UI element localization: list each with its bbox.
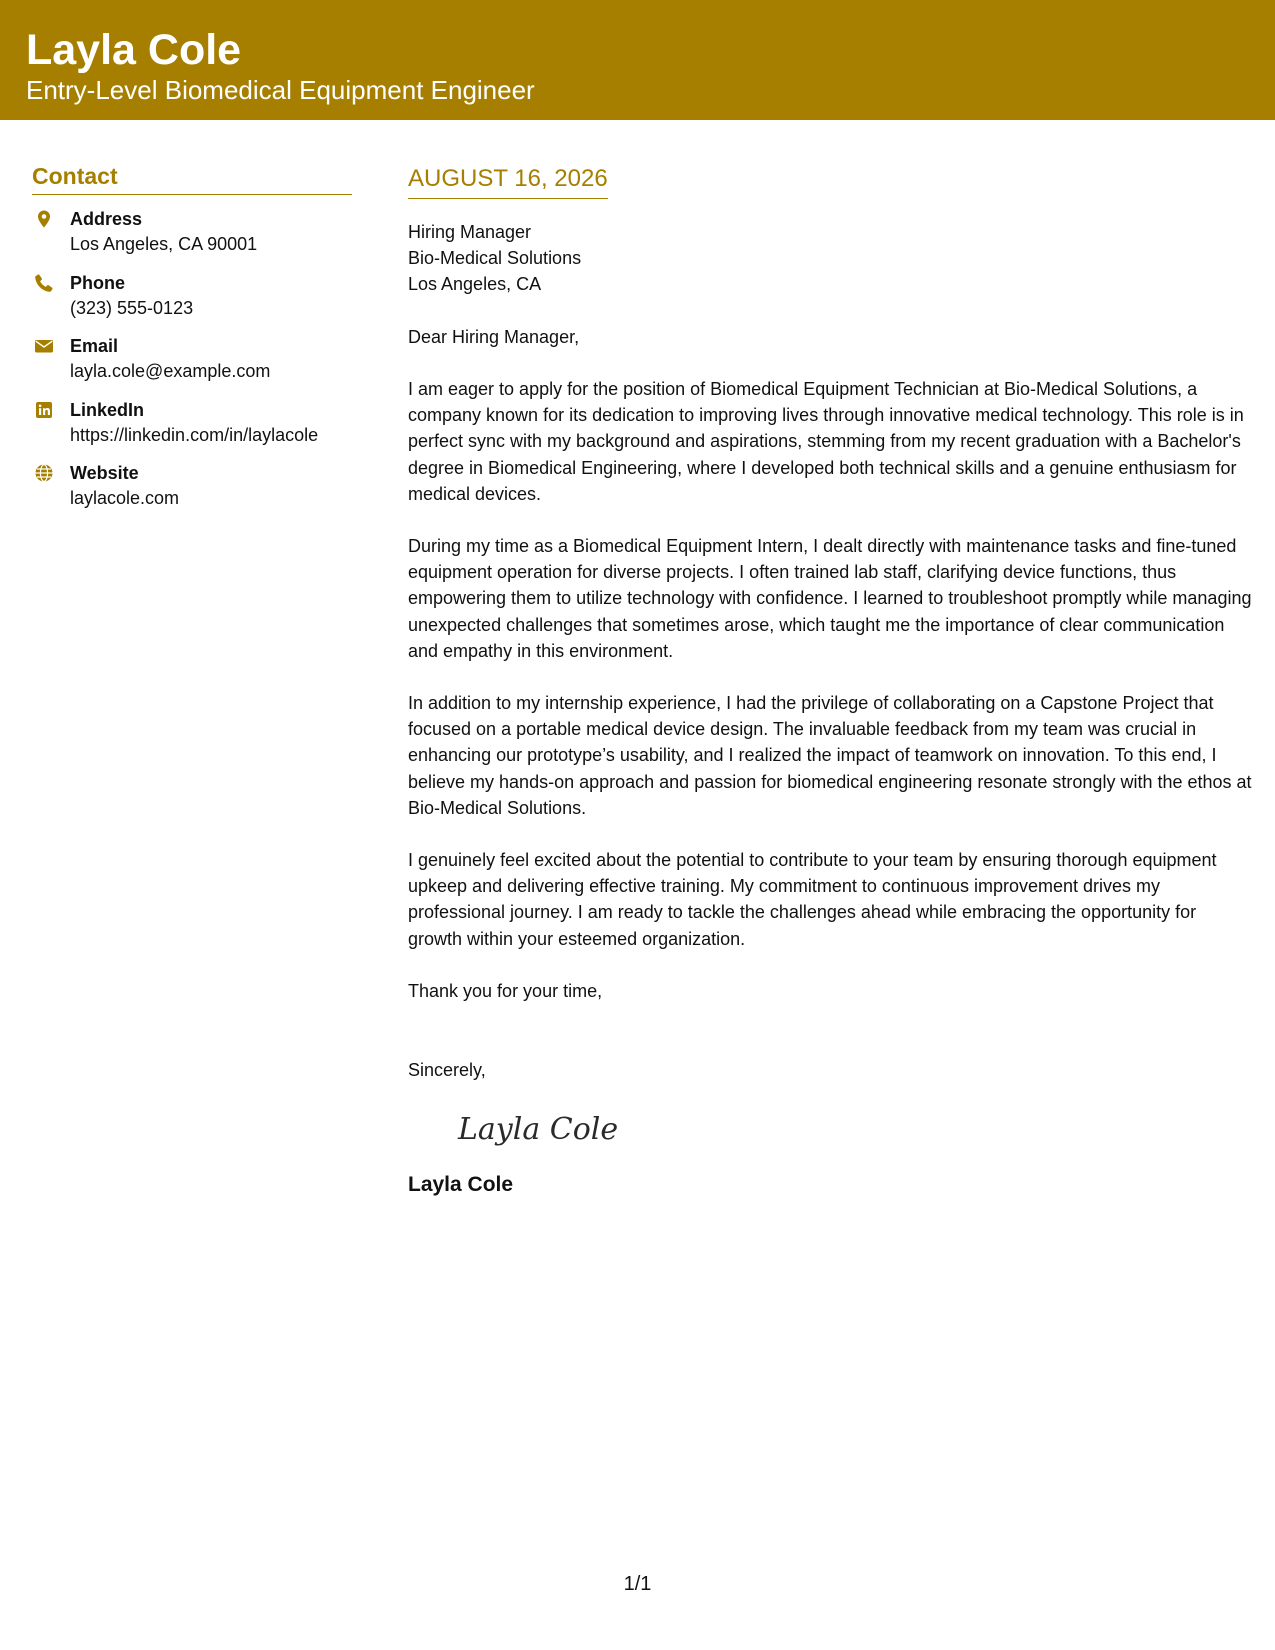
contact-list [32,207,352,525]
applicant-name: Layla Cole [26,26,242,74]
letter-date: AUGUST 16, 2026 [408,163,608,199]
contact-item-phone [32,271,352,335]
contact-value: Los Angeles, CA 90001 [70,234,258,254]
contact-label: LinkedIn [70,399,145,420]
closing-line: Thank you for your time, [408,980,603,1001]
contact-label: Email [70,336,119,356]
envelope-icon [34,336,54,356]
contact-item-linkedin [32,398,352,462]
signed-name: Layla Cole [408,1172,514,1196]
globe-icon [34,463,54,483]
contact-label: Phone [70,272,126,293]
letter-paragraph: In addition to my internship experience, I had the privilege of collaborating on a Capstone Project that focused on a portable medical device design. The invaluable feedback from my team was crucial in enhancing our prototype’s usability, and I realized the impact of teamwork on innovation. To this end, I believe my hands-on approach and passion for biomedical engineering resonate strongly with the ethos at Bio-Medical Solutions. [408,693,1252,818]
letter-paragraph: During my time as a Biomedical Equipment Intern, I dealt directly with maintenance tasks and fine-tuned equipment operation for diverse projects. I often trained lab staff, clarifying device functions, thus empowering them to utilize technology with confidence. I learned to troubleshoot promptly while managing unexpected challenges that sometimes arose, which taught me the importance of clear communication and empathy in this environment. [408,536,1252,661]
handwritten-signature [456,1101,626,1157]
recipient-block [408,219,1253,297]
contact-value: layla.cole@example.com [70,361,271,381]
letter-paragraph: I am eager to apply for the position of Biomedical Equipment Technician at Bio-Medical Solutions, a company known for its dedication to improving lives through innovative medical technology. This role is in perfect sync with my background and aspirations, stemming from my recent graduation with a Bachelor's degree in Biomedical Engineering, where I developed both technical skills and a genuine enthusiasm for medical devices. [408,379,1244,504]
page-number: 1/1 [623,1573,652,1595]
contact-item-address [32,207,352,271]
signature-text: Layla Cole [458,1111,619,1147]
recipient-title: Hiring Manager [408,222,532,242]
map-pin-icon [34,209,54,229]
phone-icon [34,273,54,293]
header-banner [0,0,1275,120]
contact-value: (323) 555-0123 [70,297,194,318]
letter-paragraph: I genuinely feel excited about the potential to contribute to your team by ensuring thorough equipment upkeep and delivering effective training. My commitment to continuous improvement drives my professional journey. I am ready to tackle the challenges ahead while embracing the opportunity for growth within your esteemed organization. [408,850,1217,949]
sign-off: Sincerely, [408,1059,486,1080]
contact-label: Address [70,209,143,229]
contact-section-title: Contact [32,160,352,195]
linkedin-icon [34,400,54,420]
contact-label: Website [70,463,139,483]
contact-item-email [32,334,352,398]
contact-sidebar [32,160,352,525]
applicant-role: Entry-Level Biomedical Equipment Engineer [26,75,535,105]
contact-value: https://linkedin.com/in/laylacole [70,424,319,445]
letter-body [408,163,1253,1199]
contact-item-website [32,461,352,525]
salutation: Dear Hiring Manager, [408,327,580,347]
recipient-company: Bio-Medical Solutions [408,248,582,268]
recipient-location: Los Angeles, CA [408,274,542,294]
contact-value: laylacole.com [70,488,180,508]
